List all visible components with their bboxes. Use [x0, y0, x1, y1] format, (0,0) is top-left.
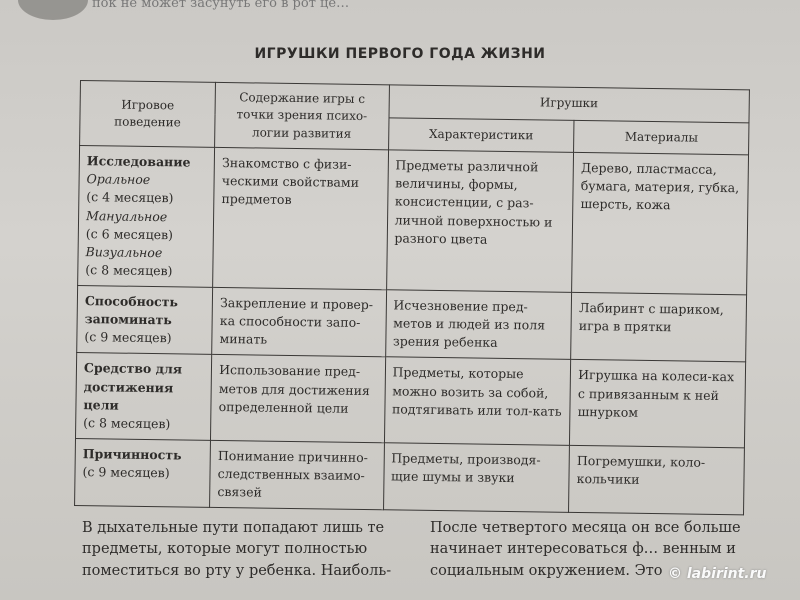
behavior-line: (с 4 месяцев): [86, 189, 174, 206]
page-title: ИГРУШКИ ПЕРВОГО ГОДА ЖИЗНИ: [254, 46, 546, 62]
characteristics-cell: Предметы, которые можно возить за собой, подтягивать или тол-кать: [384, 357, 571, 445]
top-cut-text: пок не может засунуть его в рот це…: [92, 0, 350, 11]
behavior-line: (с 9 месяцев): [84, 329, 172, 346]
materials-cell: Дерево, пластмасса, бумага, материя, губка, шерсть, кожа: [572, 153, 749, 295]
materials-cell: Лабиринт с шариком, игра в прятки: [571, 292, 747, 362]
characteristics-cell: Предметы, производя-щие шумы и звуки: [383, 443, 570, 513]
behavior-cell: [75, 438, 211, 507]
materials-cell: Игрушка на колеси-ках с привязанным к ней шнурком: [570, 360, 746, 448]
toys-table: [74, 80, 750, 516]
table-row: [78, 146, 749, 295]
behavior-title: Исследование: [86, 153, 191, 170]
body-text-left: В дыхательные пути попадают лишь те предметы, которые могут полностью поместиться во рту у ребенка. Наиболь-: [82, 520, 392, 579]
content-cell: Использование пред-метов для достижения определенной цели: [211, 355, 386, 443]
behavior-line: (с 8 месяцев): [83, 414, 171, 432]
header-characteristics: Характеристики: [388, 117, 574, 152]
behavior-cell: [75, 353, 211, 440]
behavior-cell: [77, 286, 213, 355]
table-row: [77, 286, 747, 363]
behavior-line: (с 9 месяцев): [82, 464, 170, 481]
behavior-cell: [78, 146, 215, 288]
characteristics-cell: Исчезновение пред-метов и людей из поля зрения ребенка: [385, 290, 572, 360]
table-row: [75, 438, 745, 515]
header-toys: Игрушки: [389, 85, 750, 123]
behavior-line: Мануальное: [86, 207, 168, 224]
content-cell: Знакомство с физи-ческими свойствами предметов: [213, 148, 388, 290]
content-cell: Закрепление и провер-ка способности запо-минать: [212, 287, 386, 357]
characteristics-cell: Предметы различной величины, формы, консистенции, с раз-личной поверхностью и разного цвета: [386, 150, 574, 292]
finger-shadow: [18, 0, 88, 20]
behavior-line: Визуальное: [85, 243, 163, 260]
header-materials: Материалы: [574, 120, 749, 155]
behavior-line: (с 8 месяцев): [85, 262, 173, 279]
materials-cell: Погремушки, коло-кольчики: [569, 445, 745, 515]
behavior-title: Средство для достижения цели: [83, 360, 183, 413]
behavior-title: Способность запоминать: [84, 293, 179, 328]
behavior-line: Оральное: [86, 171, 151, 188]
content-cell: Понимание причинно-следственных взаимо-связей: [210, 440, 384, 510]
table-row: [75, 353, 745, 448]
behavior-title: Причинность: [82, 445, 182, 463]
header-content: Содержание игры с точки зрения психо-логии развития: [215, 82, 389, 150]
watermark-logo: © labirint.ru: [668, 566, 767, 582]
header-behavior: Игровое поведение: [80, 81, 216, 148]
body-text-right: После четвертого месяца он все больше начинает интересоваться ф… венным и социальным окружением. Это: [430, 520, 741, 579]
behavior-line: (с 6 месяцев): [85, 225, 174, 242]
